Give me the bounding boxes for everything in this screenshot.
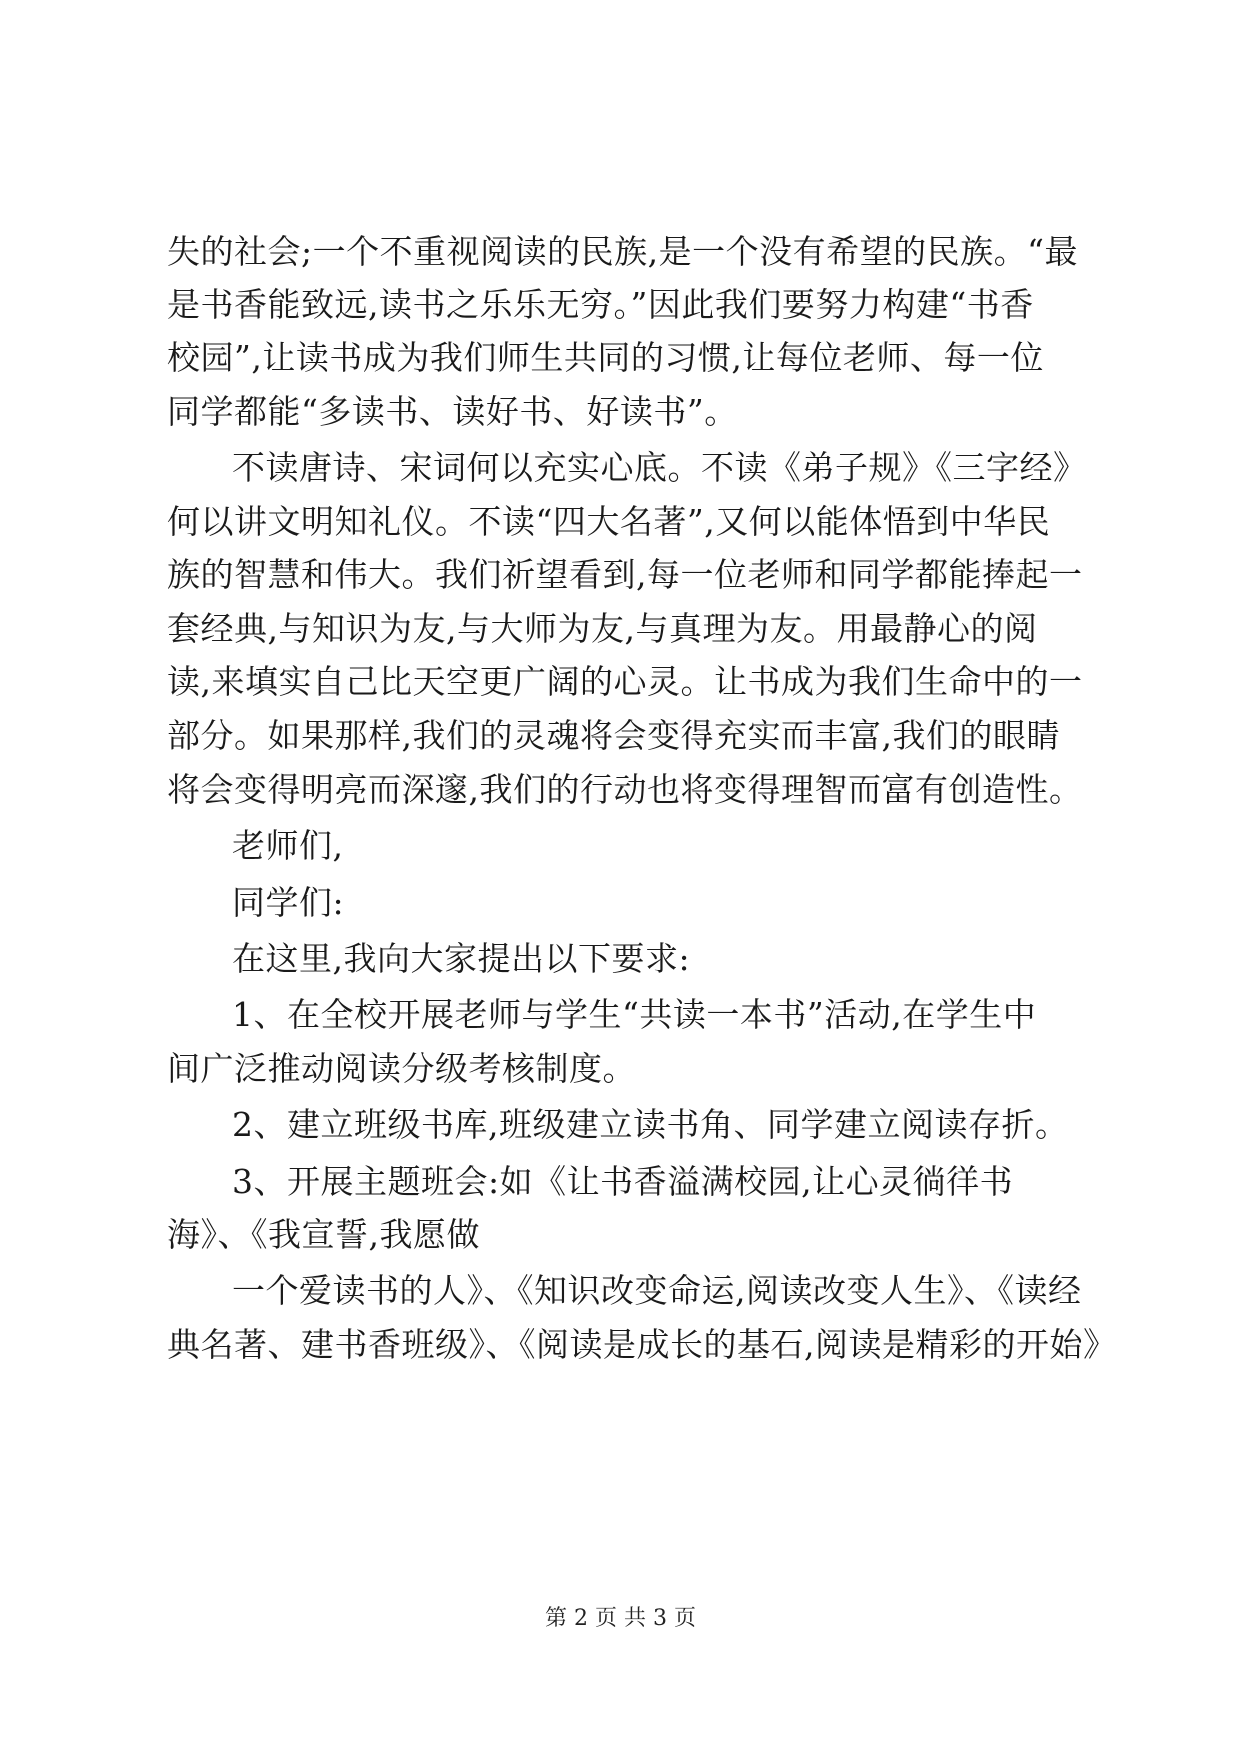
- text-line: 读,来填实自己比天空更广阔的心灵。让书成为我们生命中的一: [167, 662, 1083, 701]
- text-line: 族的智慧和伟大。我们祈望看到,每一位老师和同学都能捧起一: [167, 555, 1083, 594]
- text-line: 典名著、建书香班级》、《阅读是成长的基石,阅读是精彩的开始》: [167, 1325, 1117, 1364]
- text-line: 同学都能“多读书、读好书、好读书”。: [167, 392, 738, 431]
- text-line: 校园”,让读书成为我们师生共同的习惯,让每位老师、每一位: [167, 338, 1044, 377]
- list-item: 2、建立班级书库,班级建立读书角、同学建立阅读存折。: [232, 1105, 1069, 1144]
- text-line: 海》、《我宣誓,我愿做: [167, 1215, 480, 1254]
- text-line: 间广泛推动阅读分级考核制度。: [167, 1049, 636, 1088]
- text-line: 在这里,我向大家提出以下要求:: [232, 939, 691, 978]
- text-line: 部分。如果那样,我们的灵魂将会变得充实而丰富,我们的眼睛: [167, 716, 1060, 755]
- list-item: 1、在全校开展老师与学生“共读一本书”活动,在学生中: [232, 995, 1037, 1034]
- list-item: 3、开展主题班会:如《让书香溢满校园,让心灵徜徉书: [232, 1162, 1014, 1201]
- text-line: 何以讲文明知礼仪。不读“四大名著”,又何以能体悟到中华民: [167, 502, 1051, 541]
- text-line: 将会变得明亮而深邃,我们的行动也将变得理智而富有创造性。: [167, 770, 1083, 809]
- text-line: 是书香能致远,读书之乐乐无穷。”因此我们要努力构建“书香: [167, 285, 1034, 324]
- salutation-students: 同学们:: [232, 883, 345, 922]
- salutation-teachers: 老师们,: [232, 826, 344, 865]
- page-number-footer: 第 2 页 共 3 页: [545, 1606, 696, 1631]
- text-line: 不读唐诗、宋词何以充实心底。不读《弟子规》《三字经》: [232, 448, 1087, 487]
- text-line: 一个爱读书的人》、《知识改变命运,阅读改变人生》、《读经: [232, 1271, 1082, 1310]
- text-line: 失的社会;一个不重视阅读的民族,是一个没有希望的民族。“最: [167, 232, 1078, 271]
- text-line: 套经典,与知识为友,与大师为友,与真理为友。用最静心的阅: [167, 609, 1038, 648]
